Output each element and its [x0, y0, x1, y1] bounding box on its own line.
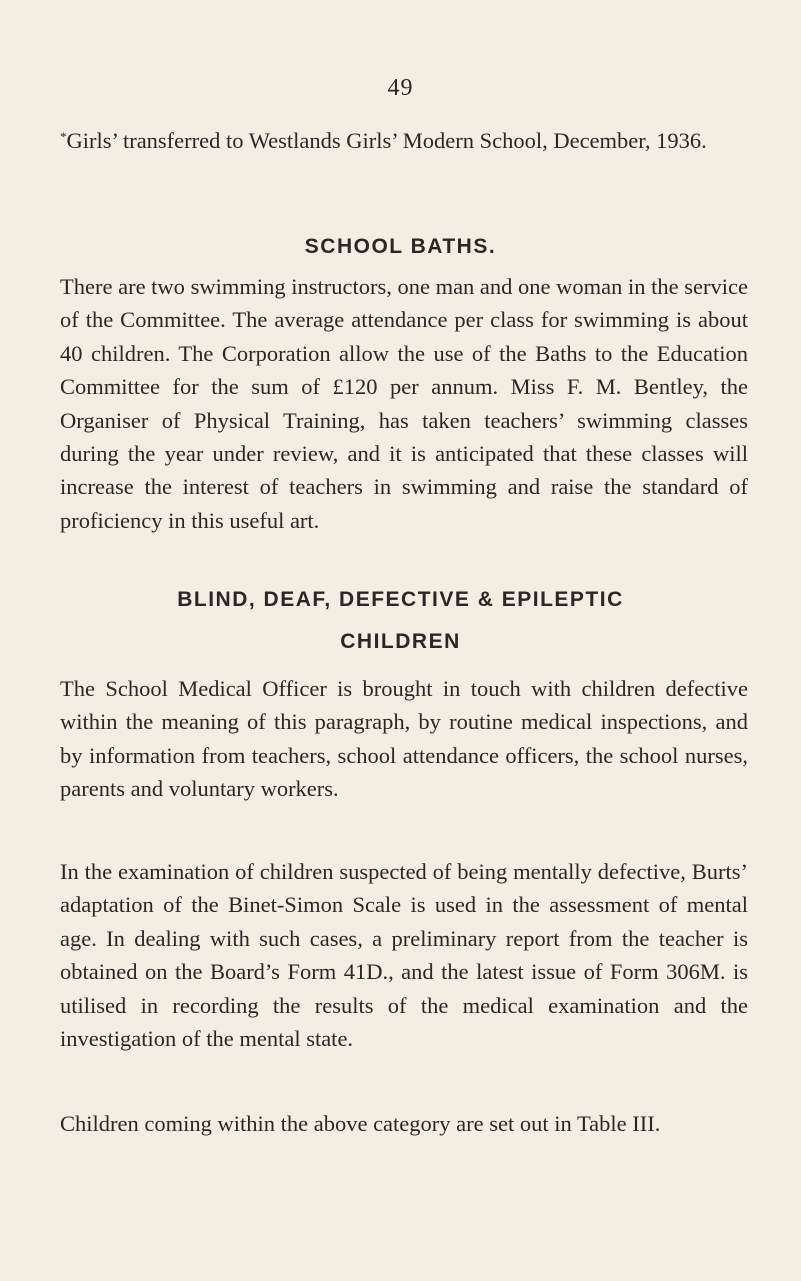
school-baths-paragraph — [60, 270, 748, 537]
blind-deaf-paragraph-3 — [60, 1107, 748, 1140]
page-number: 49 — [387, 75, 414, 101]
blind-deaf-text-1: The School Medical Officer is brought in touch with children defective within the meaning of this paragraph, by routine medical inspections, and by information from teachers, school attendance officers, the school nurses, parents and voluntary workers. — [60, 676, 748, 802]
school-baths-text: There are two swimming instructors, one man and one woman in the service of the Committee. The average attendance per class for swimming is about 40 children. The Corporation allow the use of the Baths to the Education Committee for the sum of £120 per annum. Miss F. M. Bentley, the Organiser of Physical Training, has taken teachers’ swimming classes during the year under review, and it is anticipated that these classes will increase the interest of teachers in swimming and raise the standard of proficiency in this useful art. — [60, 274, 748, 533]
school-baths-heading — [40, 226, 761, 268]
footnote — [60, 120, 748, 157]
school-baths-heading-text: SCHOOL BATHS. — [304, 235, 497, 258]
footnote-marker: * — [60, 129, 67, 144]
blind-deaf-text-3: Children coming within the above category are set out in Table III. — [60, 1111, 661, 1136]
blind-deaf-paragraph-1 — [60, 672, 748, 806]
blind-deaf-paragraph-2 — [60, 855, 748, 1055]
blind-deaf-text-2: In the examination of children suspected of being mentally defective, Burts’ adaptation of the Binet-Simon Scale is used in the assessment of mental age. In dealing with such cases, a preliminary report from the teacher is obtained on the Board’s Form 41D., and the latest issue of Form 306M. is utilised in recording the results of the medical examination and the investigation of the mental state. — [60, 859, 748, 1052]
footnote-text: Girls’ transferred to Westlands Girls’ Modern School, December, 1936. — [66, 128, 707, 153]
blind-deaf-heading-line2: CHILDREN — [340, 630, 461, 653]
blind-deaf-heading-line1: BLIND, DEAF, DEFECTIVE & EPILEPTIC — [177, 588, 624, 611]
blind-deaf-heading — [40, 579, 761, 663]
